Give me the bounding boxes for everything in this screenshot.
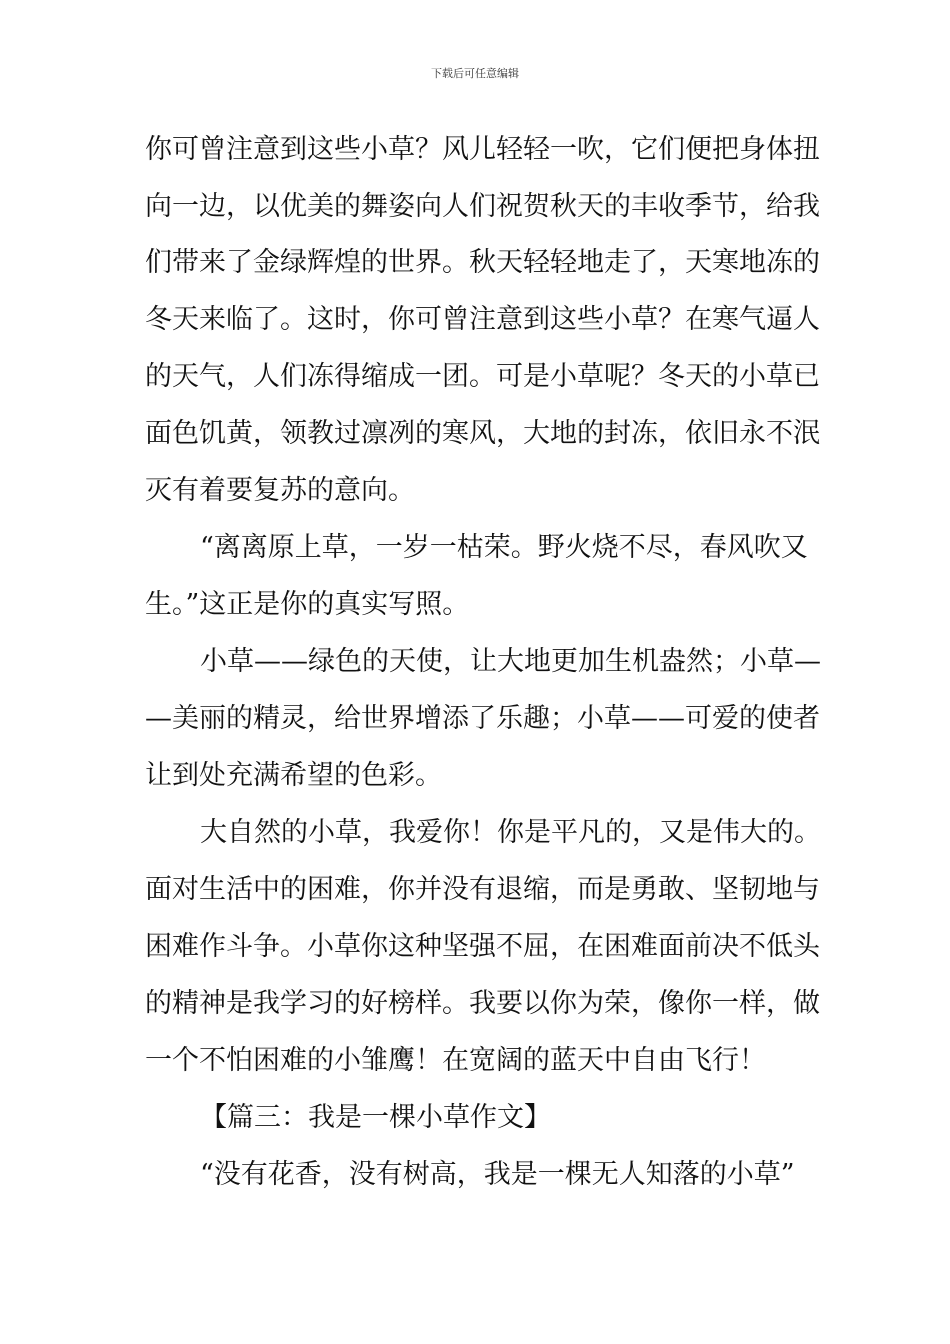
body-line: 生。”这正是你的真实写照。 <box>145 589 470 620</box>
body-line: 向一边，以优美的舞姿向人们祝贺秋天的丰收季节，给我 <box>145 191 820 222</box>
body-line: 的精神是我学习的好榜样。我要以你为荣，像你一样，做 <box>145 988 820 1019</box>
body-line: 面对生活中的困难，你并没有退缩，而是勇敢、坚韧地与 <box>145 874 820 905</box>
body-line: 让到处充满希望的色彩。 <box>145 760 442 791</box>
body-line: 的天气，人们冻得缩成一团。可是小草呢？冬天的小草已 <box>145 361 820 392</box>
body-line: “没有花香，没有树高，我是一棵无人知落的小草” <box>200 1159 795 1190</box>
body-line: —美丽的精灵，给世界增添了乐趣；小草——可爱的使者 <box>145 703 820 734</box>
body-line: “离离原上草，一岁一枯荣。野火烧不尽，春风吹又 <box>200 532 808 563</box>
body-line: 一个不怕困难的小雏鹰！在宽阔的蓝天中自由飞行！ <box>145 1045 766 1076</box>
body-line: 们带来了金绿辉煌的世界。秋天轻轻地走了，天寒地冻的 <box>145 247 820 278</box>
body-line: 困难作斗争。小草你这种坚强不屈，在困难面前决不低头 <box>145 931 820 962</box>
body-line: 面色饥黄，领教过凛冽的寒风，大地的封冻，依旧永不泯 <box>145 418 820 449</box>
body-line: 小草——绿色的天使，让大地更加生机盎然；小草— <box>200 646 821 677</box>
body-line: 冬天来临了。这时，你可曾注意到这些小草？在寒气逼人 <box>145 304 820 335</box>
section-heading: 【篇三：我是一棵小草作文】 <box>200 1102 551 1133</box>
page-header-note: 下载后可任意编辑 <box>431 67 519 80</box>
body-line: 灭有着要复苏的意向。 <box>145 475 415 506</box>
body-line: 你可曾注意到这些小草？风儿轻轻一吹，它们便把身体扭 <box>145 134 820 165</box>
body-line: 大自然的小草，我爱你！你是平凡的，又是伟大的。 <box>200 817 821 848</box>
